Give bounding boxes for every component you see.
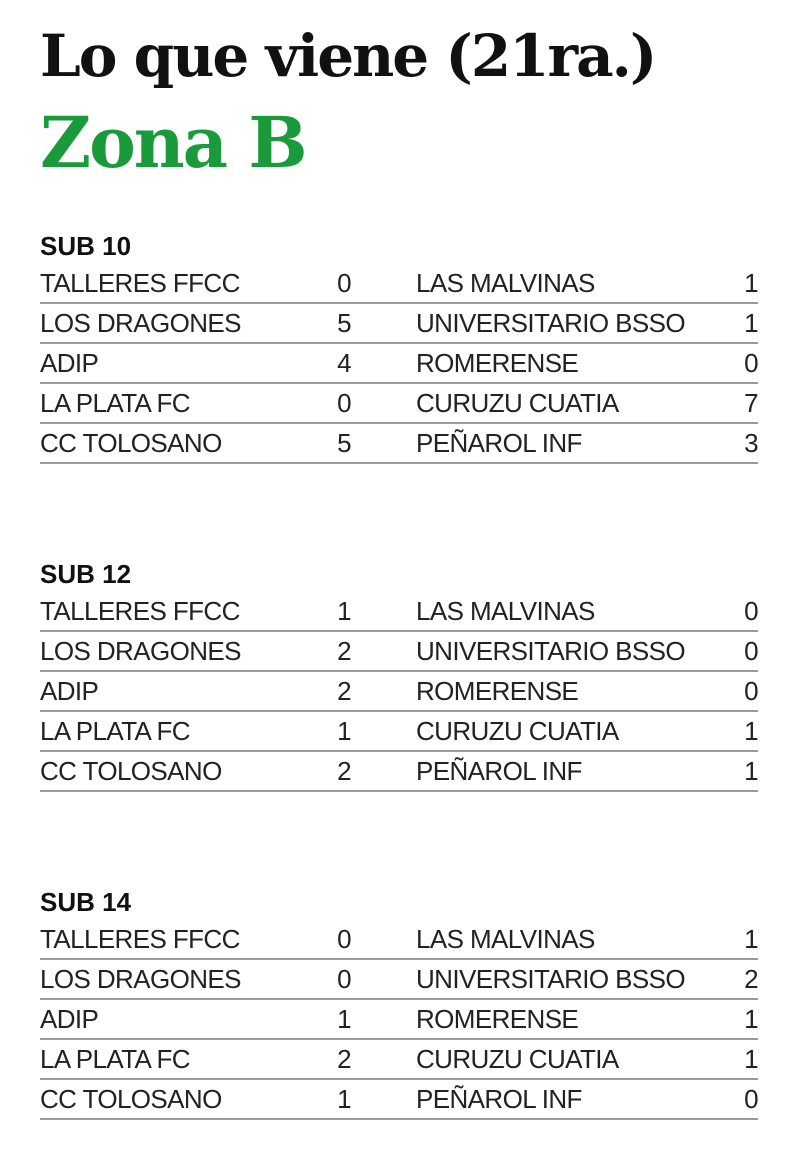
match-row (40, 672, 758, 712)
home-team: LA PLATA FC (40, 1043, 190, 1074)
away-score: 7 (744, 387, 758, 418)
away-team: ROMERENSE (416, 347, 579, 378)
match-row (40, 632, 758, 672)
home-team: LA PLATA FC (40, 715, 190, 746)
match-row (40, 1080, 758, 1120)
away-team: UNIVERSITARIO BSSO (416, 307, 685, 338)
home-score: 5 (337, 427, 351, 458)
home-team: LOS DRAGONES (40, 635, 241, 666)
match-row (40, 960, 758, 1000)
home-team: LOS DRAGONES (40, 963, 241, 994)
away-team: ROMERENSE (416, 1003, 579, 1034)
home-team: TALLERES FFCC (40, 595, 240, 626)
home-team: ADIP (40, 347, 99, 378)
away-team: LAS MALVINAS (416, 267, 595, 298)
page-title: Lo que viene (21ra.) (40, 22, 656, 90)
home-team: ADIP (40, 1003, 99, 1034)
zone-subtitle: Zona B (40, 101, 306, 184)
away-team: PEÑAROL INF (416, 755, 582, 786)
home-team: CC TOLOSANO (40, 1083, 222, 1114)
section-sub-12 (40, 556, 758, 792)
match-row (40, 592, 758, 632)
away-score: 0 (744, 675, 758, 706)
home-score: 1 (337, 1083, 351, 1114)
away-score: 2 (744, 963, 758, 994)
away-score: 1 (744, 715, 758, 746)
away-team: PEÑAROL INF (416, 427, 582, 458)
home-score: 2 (337, 755, 351, 786)
section-sub-10 (40, 228, 758, 464)
home-team: CC TOLOSANO (40, 755, 222, 786)
home-team: LA PLATA FC (40, 387, 190, 418)
home-score: 2 (337, 1043, 351, 1074)
home-score: 0 (337, 923, 351, 954)
away-score: 1 (744, 307, 758, 338)
home-team: TALLERES FFCC (40, 267, 240, 298)
away-score: 1 (744, 267, 758, 298)
home-team: ADIP (40, 675, 99, 706)
match-row (40, 920, 758, 960)
match-row (40, 1040, 758, 1080)
away-team: PEÑAROL INF (416, 1083, 582, 1114)
section-title: SUB 10 (40, 231, 132, 261)
away-team: ROMERENSE (416, 675, 579, 706)
match-row (40, 752, 758, 792)
away-score: 3 (744, 427, 758, 458)
away-score: 1 (744, 755, 758, 786)
match-row (40, 304, 758, 344)
away-score: 0 (744, 347, 758, 378)
home-score: 0 (337, 267, 351, 298)
match-row (40, 264, 758, 304)
home-score: 2 (337, 635, 351, 666)
away-team: CURUZU CUATIA (416, 387, 619, 418)
away-score: 1 (744, 923, 758, 954)
home-score: 0 (337, 963, 351, 994)
away-score: 0 (744, 1083, 758, 1114)
away-team: CURUZU CUATIA (416, 1043, 619, 1074)
away-score: 1 (744, 1003, 758, 1034)
section-title: SUB 12 (40, 559, 132, 589)
match-row (40, 384, 758, 424)
home-score: 4 (337, 347, 351, 378)
away-score: 1 (744, 1043, 758, 1074)
home-score: 1 (337, 595, 351, 626)
section-sub-14 (40, 884, 758, 1120)
away-team: UNIVERSITARIO BSSO (416, 963, 685, 994)
section-title: SUB 14 (40, 887, 132, 917)
away-team: CURUZU CUATIA (416, 715, 619, 746)
home-score: 1 (337, 715, 351, 746)
match-row (40, 1000, 758, 1040)
home-score: 2 (337, 675, 351, 706)
home-team: LOS DRAGONES (40, 307, 241, 338)
home-team: TALLERES FFCC (40, 923, 240, 954)
away-team: LAS MALVINAS (416, 595, 595, 626)
match-row (40, 344, 758, 384)
match-row (40, 712, 758, 752)
away-team: UNIVERSITARIO BSSO (416, 635, 685, 666)
home-score: 0 (337, 387, 351, 418)
home-score: 1 (337, 1003, 351, 1034)
away-team: LAS MALVINAS (416, 923, 595, 954)
home-team: CC TOLOSANO (40, 427, 222, 458)
away-score: 0 (744, 635, 758, 666)
away-score: 0 (744, 595, 758, 626)
match-row (40, 424, 758, 464)
home-score: 5 (337, 307, 351, 338)
